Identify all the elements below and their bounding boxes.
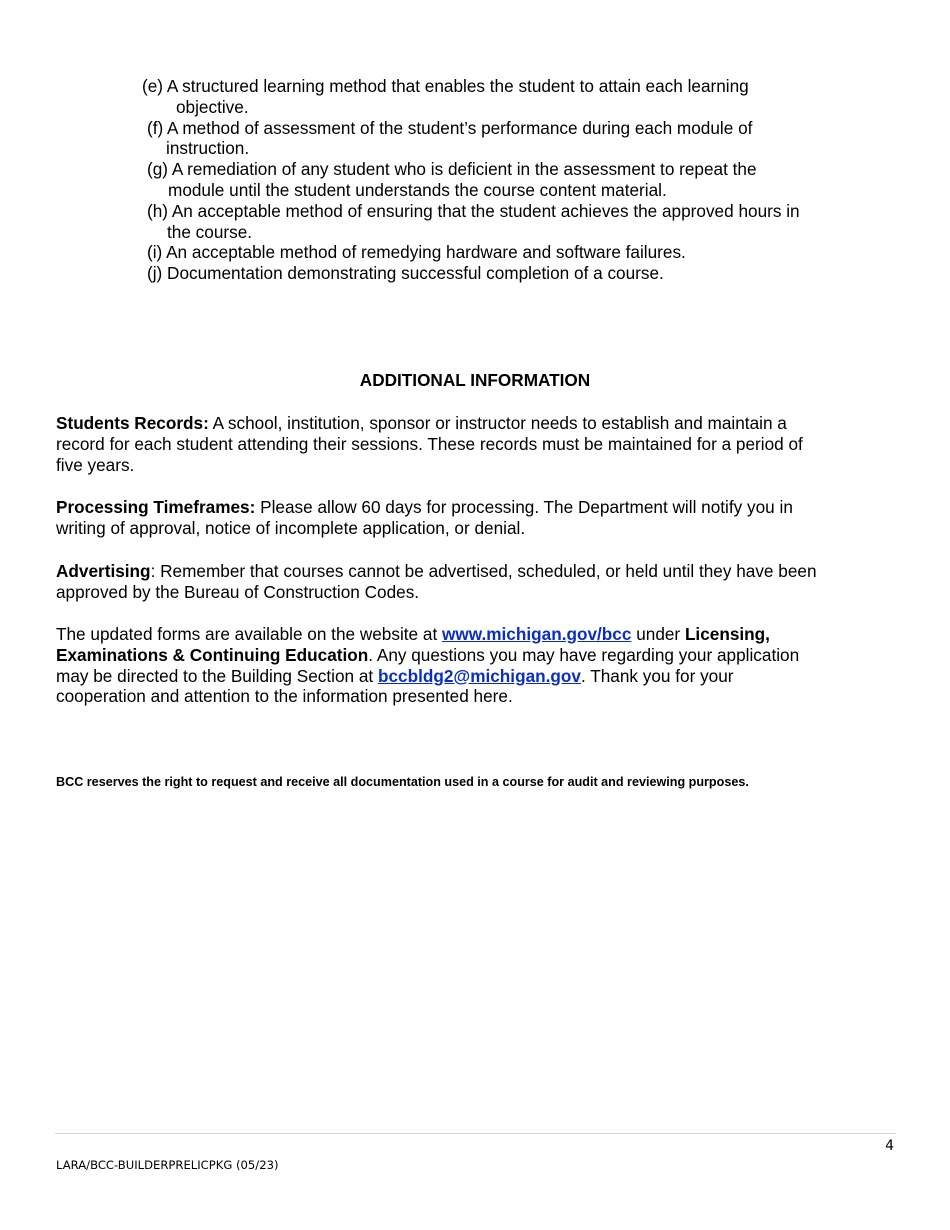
email-link[interactable]: bccbldg2@michigan.gov xyxy=(377,665,581,686)
requirements-list xyxy=(0,76,950,284)
forms-paragraph xyxy=(56,624,901,707)
paragraph-text: . Any questions you may have regarding your application xyxy=(368,644,800,665)
advertising-label: Advertising xyxy=(56,561,151,581)
list-item-line: (j) Documentation demonstrating successful completion of a course. xyxy=(147,263,664,284)
paragraph-line: cooperation and attention to the information presented here. xyxy=(56,686,513,707)
paragraph-text: : Remember that courses cannot be advertised, scheduled, or held until they have been xyxy=(150,561,817,581)
paragraph-text: Please allow 60 days for processing. The Department will notify you in xyxy=(255,497,793,517)
paragraph-text: The updated forms are available on the website at xyxy=(56,624,442,644)
list-item-f xyxy=(0,118,950,160)
students-records-paragraph xyxy=(56,413,901,475)
footer-divider xyxy=(55,1133,896,1134)
advertising-paragraph xyxy=(56,561,901,603)
list-item-line: (g) A remediation of any student who is deficient in the assessment to repeat the xyxy=(147,159,757,180)
list-item-line: instruction. xyxy=(166,138,250,159)
students-records-label: Students Records: xyxy=(56,413,209,433)
list-item-line: (h) An acceptable method of ensuring that the student achieves the approved hours in xyxy=(147,200,800,221)
list-item-i xyxy=(0,242,950,263)
processing-timeframes-label: Processing Timeframes: xyxy=(56,497,256,517)
list-item-line: (e) A structured learning method that enables the student to attain each learning xyxy=(142,76,749,96)
list-item-e xyxy=(0,76,950,118)
list-item-line: (f) A method of assessment of the student’s performance during each module of xyxy=(147,117,753,138)
paragraph-line xyxy=(56,645,901,666)
paragraph-line: writing of approval, notice of incomplete application, or denial. xyxy=(56,517,526,538)
paragraph-text: under xyxy=(631,624,685,644)
list-item-line: module until the student understands the course content material. xyxy=(168,179,667,200)
list-item-g xyxy=(0,159,950,201)
paragraph-line xyxy=(56,413,901,434)
paragraph-line: record for each student attending their sessions. These records must be maintained for a period of xyxy=(56,433,803,454)
licensing-label: Licensing, xyxy=(684,624,770,644)
audit-note: BCC reserves the right to request and receive all documentation used in a course for audit and reviewing purposes. xyxy=(56,775,749,789)
list-item-j xyxy=(0,263,950,284)
list-item-line: the course. xyxy=(167,221,253,242)
paragraph-text: A school, institution, sponsor or instructor needs to establish and maintain a xyxy=(208,413,787,433)
examinations-label: Examinations & Continuing Education xyxy=(56,644,369,665)
paragraph-line xyxy=(56,497,901,518)
processing-timeframes-paragraph xyxy=(56,497,901,539)
list-item-h xyxy=(0,201,950,243)
form-identifier: LARA/BCC-BUILDERPRELICPKG (05/23) xyxy=(56,1158,279,1172)
list-item-line: objective. xyxy=(176,96,249,117)
page-number: 4 xyxy=(885,1138,894,1154)
paragraph-line xyxy=(56,666,901,687)
section-heading: ADDITIONAL INFORMATION xyxy=(359,370,591,390)
list-item-line: (i) An acceptable method of remedying hardware and software failures. xyxy=(147,242,686,263)
paragraph-text: . Thank you for your xyxy=(580,665,734,686)
paragraph-line xyxy=(56,624,901,645)
paragraph-text: may be directed to the Building Section at xyxy=(56,665,378,686)
paragraph-line: five years. xyxy=(56,454,135,475)
paragraph-line: approved by the Bureau of Construction Codes. xyxy=(56,581,420,602)
paragraph-line xyxy=(56,561,901,582)
website-link[interactable]: www.michigan.gov/bcc xyxy=(442,624,632,644)
